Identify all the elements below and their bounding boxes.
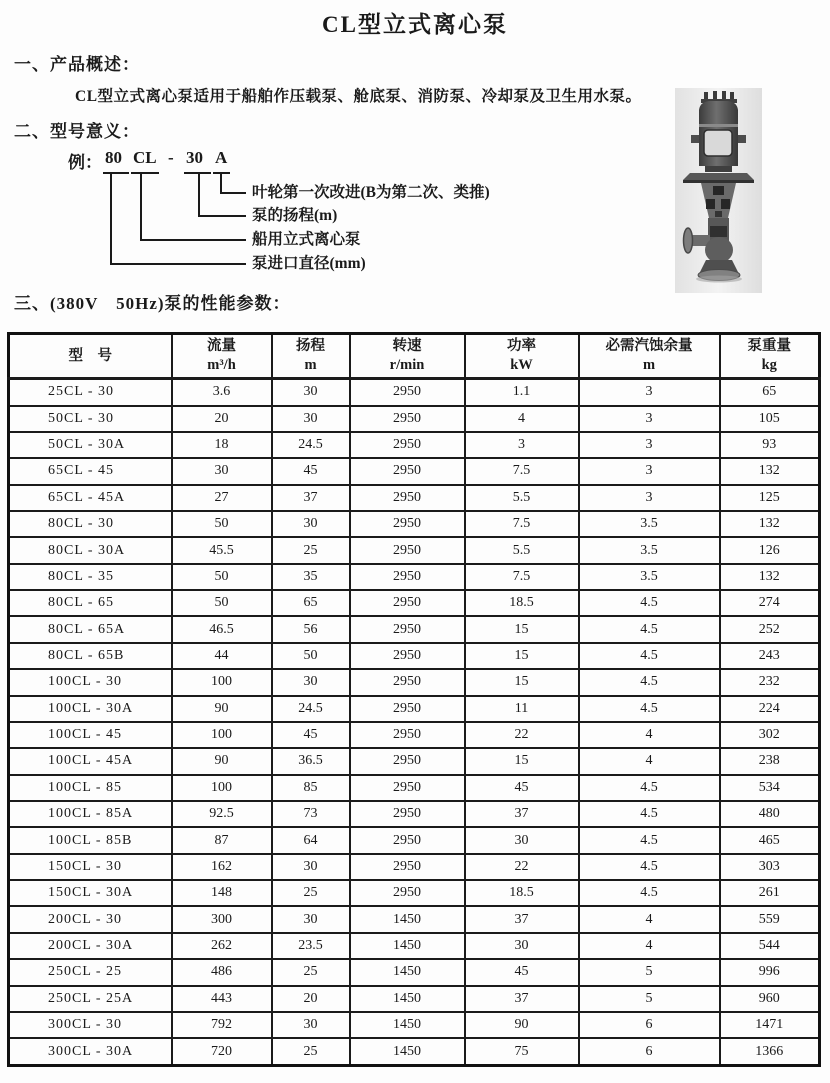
- col-title: 流量: [207, 338, 236, 355]
- model-code-diagram: [60, 146, 580, 281]
- value-cell: 92.5: [172, 801, 272, 827]
- table-row: [9, 722, 820, 748]
- value-cell: 30: [272, 854, 350, 880]
- value-cell: 37: [272, 485, 350, 511]
- col-unit: kg: [761, 357, 777, 373]
- value-cell: 480: [720, 801, 820, 827]
- value-cell: 56: [272, 616, 350, 642]
- table-row: [9, 669, 820, 695]
- col-unit: m³/h: [207, 357, 236, 373]
- value-cell: 6: [579, 1038, 720, 1065]
- value-cell: 45: [465, 775, 579, 801]
- table-row: [9, 485, 820, 511]
- value-cell: 2950: [350, 643, 465, 669]
- value-cell: 996: [720, 959, 820, 985]
- col-title: 型 号: [68, 347, 112, 364]
- table-row: [9, 748, 820, 774]
- model-cell: 65CL - 45: [9, 458, 172, 484]
- value-cell: 23.5: [272, 933, 350, 959]
- value-cell: 443: [172, 986, 272, 1012]
- table-row: [9, 590, 820, 616]
- value-cell: 30: [272, 379, 350, 406]
- value-cell: 162: [172, 854, 272, 880]
- model-part-inlet: 80: [105, 148, 122, 167]
- value-cell: 238: [720, 748, 820, 774]
- value-cell: 11: [465, 696, 579, 722]
- callout-impeller-revision: 叶轮第一次改进(B为第二次、类推): [252, 184, 490, 201]
- col-header-power: [465, 334, 579, 379]
- value-cell: 2950: [350, 748, 465, 774]
- value-cell: 792: [172, 1012, 272, 1038]
- model-cell: 150CL - 30: [9, 854, 172, 880]
- table-row: [9, 986, 820, 1012]
- value-cell: 30: [272, 406, 350, 432]
- value-cell: 22: [465, 854, 579, 880]
- model-cell: 65CL - 45A: [9, 485, 172, 511]
- value-cell: 2950: [350, 590, 465, 616]
- value-cell: 2950: [350, 801, 465, 827]
- value-cell: 27: [172, 485, 272, 511]
- value-cell: 243: [720, 643, 820, 669]
- value-cell: 300: [172, 906, 272, 932]
- value-cell: 4.5: [579, 696, 720, 722]
- value-cell: 2950: [350, 537, 465, 563]
- value-cell: 90: [465, 1012, 579, 1038]
- value-cell: 2950: [350, 564, 465, 590]
- value-cell: 46.5: [172, 616, 272, 642]
- value-cell: 90: [172, 748, 272, 774]
- value-cell: 148: [172, 880, 272, 906]
- col-header-speed: [350, 334, 465, 379]
- section-heading-model-meaning: 二、型号意义：: [14, 122, 140, 141]
- model-cell: 250CL - 25A: [9, 986, 172, 1012]
- table-row: [9, 1038, 820, 1065]
- col-title: 泵重量: [747, 338, 791, 355]
- value-cell: 3.5: [579, 511, 720, 537]
- value-cell: 24.5: [272, 432, 350, 458]
- table-row: [9, 827, 820, 853]
- value-cell: 2950: [350, 485, 465, 511]
- value-cell: 2950: [350, 827, 465, 853]
- value-cell: 4.5: [579, 643, 720, 669]
- value-cell: 18.5: [465, 590, 579, 616]
- table-row: [9, 379, 820, 406]
- value-cell: 3: [579, 485, 720, 511]
- value-cell: 45: [465, 959, 579, 985]
- model-part-dash: -: [168, 148, 174, 167]
- value-cell: 960: [720, 986, 820, 1012]
- value-cell: 1450: [350, 986, 465, 1012]
- table-row: [9, 1012, 820, 1038]
- value-cell: 486: [172, 959, 272, 985]
- value-cell: 7.5: [465, 458, 579, 484]
- model-cell: 80CL - 65B: [9, 643, 172, 669]
- model-cell: 50CL - 30A: [9, 432, 172, 458]
- performance-table-body: [9, 379, 820, 1066]
- col-title: 转速: [392, 338, 422, 355]
- model-part-head: 30: [186, 148, 203, 167]
- model-cell: 80CL - 65A: [9, 616, 172, 642]
- callout-inlet-diameter: 泵进口直径(mm): [252, 255, 366, 272]
- value-cell: 2950: [350, 696, 465, 722]
- table-row: [9, 696, 820, 722]
- value-cell: 25: [272, 959, 350, 985]
- value-cell: 534: [720, 775, 820, 801]
- value-cell: 15: [465, 643, 579, 669]
- value-cell: 45.5: [172, 537, 272, 563]
- value-cell: 4.5: [579, 590, 720, 616]
- value-cell: 261: [720, 880, 820, 906]
- value-cell: 24.5: [272, 696, 350, 722]
- value-cell: 5: [579, 986, 720, 1012]
- model-cell: 80CL - 30A: [9, 537, 172, 563]
- model-cell: 200CL - 30A: [9, 933, 172, 959]
- value-cell: 18: [172, 432, 272, 458]
- value-cell: 22: [465, 722, 579, 748]
- col-unit: r/min: [389, 357, 425, 373]
- model-cell: 50CL - 30: [9, 406, 172, 432]
- value-cell: 50: [172, 511, 272, 537]
- col-header-head: [272, 334, 350, 379]
- value-cell: 2950: [350, 406, 465, 432]
- value-cell: 5: [579, 959, 720, 985]
- value-cell: 5.5: [465, 485, 579, 511]
- value-cell: 3: [579, 432, 720, 458]
- value-cell: 125: [720, 485, 820, 511]
- value-cell: 1.1: [465, 379, 579, 406]
- callout-pump-type: 船用立式离心泵: [252, 231, 361, 248]
- col-header-weight: [720, 334, 820, 379]
- model-cell: 100CL - 85A: [9, 801, 172, 827]
- value-cell: 36.5: [272, 748, 350, 774]
- value-cell: 3: [579, 458, 720, 484]
- value-cell: 262: [172, 933, 272, 959]
- value-cell: 30: [272, 1012, 350, 1038]
- model-cell: 100CL - 45A: [9, 748, 172, 774]
- value-cell: 50: [272, 643, 350, 669]
- model-part-variant: A: [215, 148, 228, 167]
- value-cell: 2950: [350, 616, 465, 642]
- value-cell: 5.5: [465, 537, 579, 563]
- value-cell: 4: [579, 933, 720, 959]
- value-cell: 30: [465, 827, 579, 853]
- value-cell: 1450: [350, 959, 465, 985]
- col-title: 必需汽蚀余量: [605, 338, 693, 355]
- value-cell: 50: [172, 564, 272, 590]
- value-cell: 1450: [350, 1038, 465, 1065]
- value-cell: 100: [172, 775, 272, 801]
- table-row: [9, 616, 820, 642]
- value-cell: 132: [720, 564, 820, 590]
- value-cell: 65: [272, 590, 350, 616]
- value-cell: 37: [465, 986, 579, 1012]
- value-cell: 303: [720, 854, 820, 880]
- value-cell: 3: [579, 406, 720, 432]
- value-cell: 4.5: [579, 669, 720, 695]
- value-cell: 44: [172, 643, 272, 669]
- value-cell: 100: [172, 722, 272, 748]
- model-cell: 300CL - 30A: [9, 1038, 172, 1065]
- value-cell: 4: [579, 722, 720, 748]
- col-unit: m: [304, 357, 317, 373]
- value-cell: 2950: [350, 722, 465, 748]
- value-cell: 20: [172, 406, 272, 432]
- model-example-prefix: 例：: [68, 153, 102, 172]
- col-title: 功率: [507, 338, 536, 355]
- value-cell: 720: [172, 1038, 272, 1065]
- value-cell: 35: [272, 564, 350, 590]
- value-cell: 25: [272, 1038, 350, 1065]
- value-cell: 1450: [350, 1012, 465, 1038]
- value-cell: 45: [272, 458, 350, 484]
- table-row: [9, 458, 820, 484]
- table-row: [9, 643, 820, 669]
- value-cell: 3: [579, 379, 720, 406]
- value-cell: 1471: [720, 1012, 820, 1038]
- value-cell: 302: [720, 722, 820, 748]
- value-cell: 25: [272, 880, 350, 906]
- value-cell: 465: [720, 827, 820, 853]
- value-cell: 30: [172, 458, 272, 484]
- model-cell: 100CL - 45: [9, 722, 172, 748]
- value-cell: 20: [272, 986, 350, 1012]
- model-part-series: CL: [133, 148, 157, 167]
- value-cell: 105: [720, 406, 820, 432]
- value-cell: 6: [579, 1012, 720, 1038]
- model-cell: 100CL - 85B: [9, 827, 172, 853]
- section-heading-overview: 一、产品概述：: [14, 55, 140, 74]
- value-cell: 132: [720, 458, 820, 484]
- value-cell: 30: [272, 906, 350, 932]
- col-unit: kW: [510, 357, 533, 373]
- performance-table: [7, 332, 821, 1067]
- value-cell: 64: [272, 827, 350, 853]
- value-cell: 37: [465, 906, 579, 932]
- value-cell: 73: [272, 801, 350, 827]
- value-cell: 30: [272, 511, 350, 537]
- value-cell: 126: [720, 537, 820, 563]
- value-cell: 4: [579, 748, 720, 774]
- model-cell: 150CL - 30A: [9, 880, 172, 906]
- value-cell: 18.5: [465, 880, 579, 906]
- value-cell: 544: [720, 933, 820, 959]
- table-row: [9, 880, 820, 906]
- value-cell: 4.5: [579, 775, 720, 801]
- col-unit: m: [642, 357, 656, 373]
- value-cell: 45: [272, 722, 350, 748]
- value-cell: 15: [465, 748, 579, 774]
- model-cell: 100CL - 30A: [9, 696, 172, 722]
- model-cell: 250CL - 25: [9, 959, 172, 985]
- col-header-flow: [172, 334, 272, 379]
- value-cell: 2950: [350, 775, 465, 801]
- value-cell: 232: [720, 669, 820, 695]
- model-cell: 80CL - 35: [9, 564, 172, 590]
- model-cell: 300CL - 30: [9, 1012, 172, 1038]
- value-cell: 3.5: [579, 537, 720, 563]
- section-heading-performance: 三、(380V 50Hz)泵的性能参数：: [14, 294, 291, 313]
- value-cell: 25: [272, 537, 350, 563]
- value-cell: 2950: [350, 432, 465, 458]
- pump-product-photo: [675, 88, 762, 293]
- value-cell: 2950: [350, 379, 465, 406]
- value-cell: 4: [465, 406, 579, 432]
- value-cell: 65: [720, 379, 820, 406]
- table-row: [9, 854, 820, 880]
- value-cell: 4.5: [579, 827, 720, 853]
- value-cell: 15: [465, 616, 579, 642]
- value-cell: 2950: [350, 669, 465, 695]
- value-cell: 1450: [350, 933, 465, 959]
- model-cell: 200CL - 30: [9, 906, 172, 932]
- col-title: 扬程: [296, 338, 325, 355]
- value-cell: 2950: [350, 880, 465, 906]
- value-cell: 4.5: [579, 854, 720, 880]
- value-cell: 224: [720, 696, 820, 722]
- value-cell: 87: [172, 827, 272, 853]
- table-row: [9, 406, 820, 432]
- value-cell: 4.5: [579, 616, 720, 642]
- table-header-row: [9, 334, 820, 379]
- model-cell: 100CL - 85: [9, 775, 172, 801]
- callout-pump-head: 泵的扬程(m): [252, 207, 338, 224]
- value-cell: 3.6: [172, 379, 272, 406]
- value-cell: 559: [720, 906, 820, 932]
- value-cell: 252: [720, 616, 820, 642]
- value-cell: 15: [465, 669, 579, 695]
- value-cell: 75: [465, 1038, 579, 1065]
- value-cell: 90: [172, 696, 272, 722]
- value-cell: 4.5: [579, 880, 720, 906]
- value-cell: 50: [172, 590, 272, 616]
- value-cell: 1366: [720, 1038, 820, 1065]
- table-row: [9, 933, 820, 959]
- value-cell: 100: [172, 669, 272, 695]
- value-cell: 132: [720, 511, 820, 537]
- table-row: [9, 511, 820, 537]
- value-cell: 93: [720, 432, 820, 458]
- table-row: [9, 432, 820, 458]
- table-row: [9, 959, 820, 985]
- page-title: CL型立式离心泵: [322, 12, 508, 37]
- table-row: [9, 537, 820, 563]
- value-cell: 30: [272, 669, 350, 695]
- value-cell: 1450: [350, 906, 465, 932]
- table-row: [9, 564, 820, 590]
- col-header-model: [9, 334, 172, 379]
- model-cell: 25CL - 30: [9, 379, 172, 406]
- value-cell: 37: [465, 801, 579, 827]
- col-header-npsh: [579, 334, 720, 379]
- table-row: [9, 906, 820, 932]
- table-row: [9, 775, 820, 801]
- value-cell: 274: [720, 590, 820, 616]
- value-cell: 3: [465, 432, 579, 458]
- value-cell: 2950: [350, 854, 465, 880]
- model-cell: 100CL - 30: [9, 669, 172, 695]
- value-cell: 7.5: [465, 511, 579, 537]
- value-cell: 2950: [350, 458, 465, 484]
- model-cell: 80CL - 65: [9, 590, 172, 616]
- value-cell: 4: [579, 906, 720, 932]
- value-cell: 30: [465, 933, 579, 959]
- overview-paragraph: CL型立式离心泵适用于船舶作压载泵、舱底泵、消防泵、冷却泵及卫生用水泵。: [75, 88, 642, 105]
- value-cell: 4.5: [579, 801, 720, 827]
- value-cell: 3.5: [579, 564, 720, 590]
- table-row: [9, 801, 820, 827]
- value-cell: 7.5: [465, 564, 579, 590]
- value-cell: 2950: [350, 511, 465, 537]
- model-cell: 80CL - 30: [9, 511, 172, 537]
- value-cell: 85: [272, 775, 350, 801]
